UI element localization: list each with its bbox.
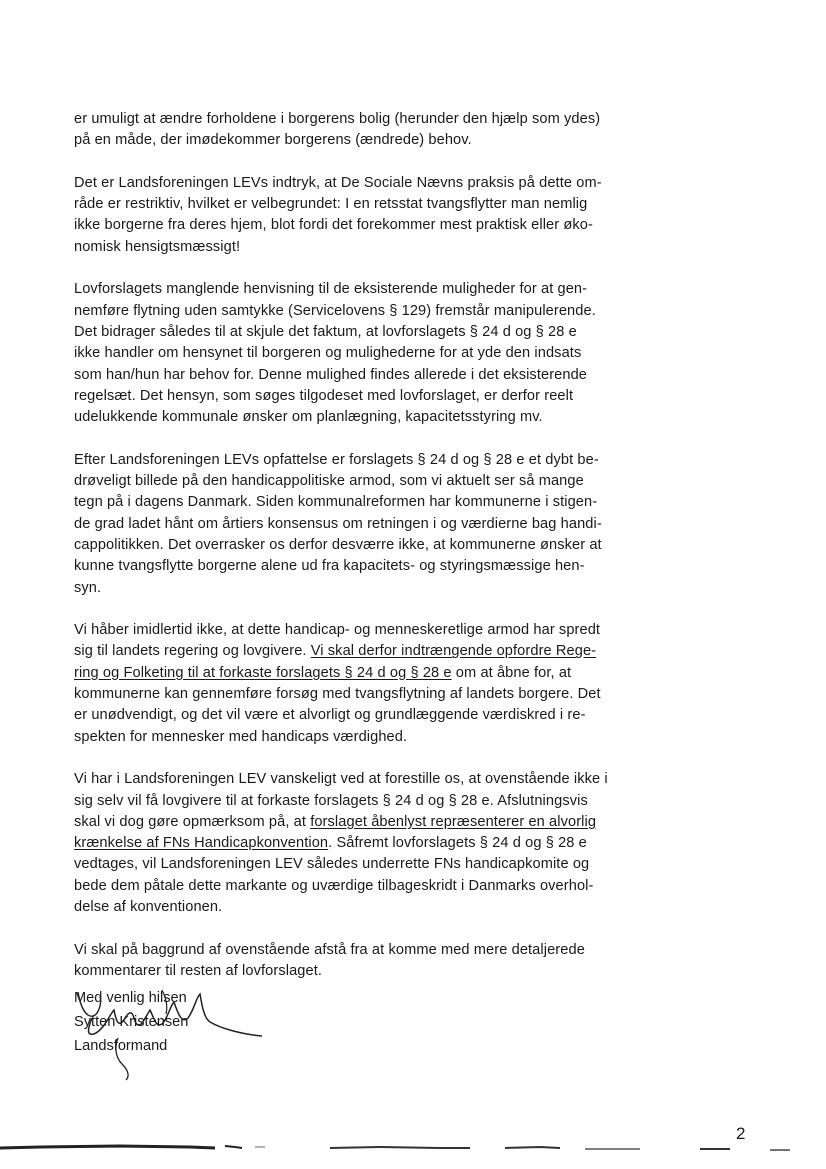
text-line: Lovforslagets manglende henvisning til de eksisterende muligheder for at gen- [74,281,588,298]
paragraph-3 [74,279,664,428]
text-line: vedtages, vil Landsforeningen LEV således underrette FNs handicapkomite og [74,856,590,873]
paragraph-4 [74,450,664,599]
text-line: ikke borgerne fra deres hjem, blot fordi det forekommer mest praktisk eller øko- [74,217,593,234]
text-line: som han/hun har behov for. Denne mulighed findes allerede i det eksisterende [74,366,588,383]
text-line: syn. [74,579,102,596]
text-segment: . Såfremt lovforslagets § 24 d og § 28 e [328,835,587,852]
underlined-text: ring og Folketing til at forkaste forslagets § 24 d og § 28 e [74,664,452,681]
text-segment: sig til landets regering og lovgivere. [74,643,311,660]
text-line: Vi håber imidlertid ikke, at dette handicap- og menneskeretlige armod har spredt [74,622,601,639]
signatory-title: Landsformand [74,1038,168,1054]
text-line: på en måde, der imødekommer borgerens (ændrede) behov. [74,132,472,149]
text-line: delse af konventionen. [74,898,223,915]
text-line: cappolitikken. Det overrasker os derfor desværre ikke, at kommunerne ønsker at [74,536,602,553]
page-number: 2 [736,1124,746,1143]
text-line: kommentarer til resten af lovforslaget. [74,962,323,979]
text-line: tegn på i dagens Danmark. Siden kommunalreformen har kommunerne i stigen- [74,494,598,511]
text-line [74,812,664,833]
underlined-text: Vi skal derfor indtrængende opfordre Rege- [310,643,597,660]
text-line [74,663,664,684]
underlined-text: forslaget åbenlyst repræsenterer en alvorlig [310,813,597,830]
signatory-name: Sytten Kristensen [74,1014,189,1030]
text-line: ikke handler om hensynet til borgeren og mulighederne for at yde den indsats [74,345,582,362]
closing-block [74,986,294,1058]
text-line: regelsæt. Det hensyn, som søges tilgodeset med lovforslaget, er derfor reelt [74,387,574,404]
underlined-text: krænkelse af FNs Handicapkonvention [74,835,329,852]
text-line [74,641,664,662]
paragraph-2 [74,173,664,258]
scan-artifact-edge [0,1138,826,1169]
text-line: er unødvendigt, og det vil være et alvorligt og grundlæggende værdiskred i re- [74,707,586,724]
text-line: nomisk hensigtsmæssigt! [74,238,241,255]
text-line: Det er Landsforeningen LEVs indtryk, at De Sociale Nævns praksis på dette om- [74,174,602,191]
text-line: Vi har i Landsforeningen LEV vanskeligt ved at forestille os, at ovenstående ikke i [74,771,608,788]
text-line: spekten for mennesker med handicaps værdighed. [74,728,408,745]
text-line: sig selv vil få lovgivere til at forkaste forslagets § 24 d og § 28 e. Afslutningsvis [74,792,588,809]
paragraph-6 [74,769,664,918]
letter-body [74,109,664,1003]
text-line: Vi skal på baggrund af ovenstående afstå fra at komme med mere detaljerede [74,941,585,958]
paragraph-7 [74,940,664,983]
text-line: nemføre flytning uden samtykke (Servicelovens § 129) fremstår manipulerende. [74,302,596,319]
text-line: bede dem påtale dette markante og uværdige tilbageskridt i Danmarks overhol- [74,877,594,894]
paragraph-5 [74,620,664,748]
text-line: de grad ladet hånt om årtiers konsensus om retningen i og værdierne bag handi- [74,515,602,532]
text-segment: skal vi dog gøre opmærksom på, at [74,813,311,830]
text-line: er umuligt at ændre forholdene i borgerens bolig (herunder den hjælp som ydes) [74,111,601,127]
text-line: udelukkende kommunale ønsker om planlægning, kapacitetsstyring mv. [74,409,543,426]
closing-greeting: Med venlig hilsen [74,990,187,1006]
text-line: kunne tvangsflytte borgerne alene ud fra kapacitets- og styringsmæssige hen- [74,558,585,575]
text-line: drøveligt billede på den handicappolitiske armod, som vi aktuelt ser så mange [74,473,584,490]
paragraph-1 [74,109,664,152]
text-line: Det bidrager således til at skjule det faktum, at lovforslagets § 24 d og § 28 e [74,323,577,340]
text-line [74,833,664,854]
text-line: råde er restriktiv, hvilket er velbegrundet: I en retsstat tvangsflytter man nemlig [74,196,588,213]
text-segment: om at åbne for, at [451,664,572,681]
text-line: kommunerne kan gennemføre forsøg med tvangsflytning af landets borgere. Det [74,686,601,703]
text-line: Efter Landsforeningen LEVs opfattelse er forslagets § 24 d og § 28 e et dybt be- [74,451,599,468]
